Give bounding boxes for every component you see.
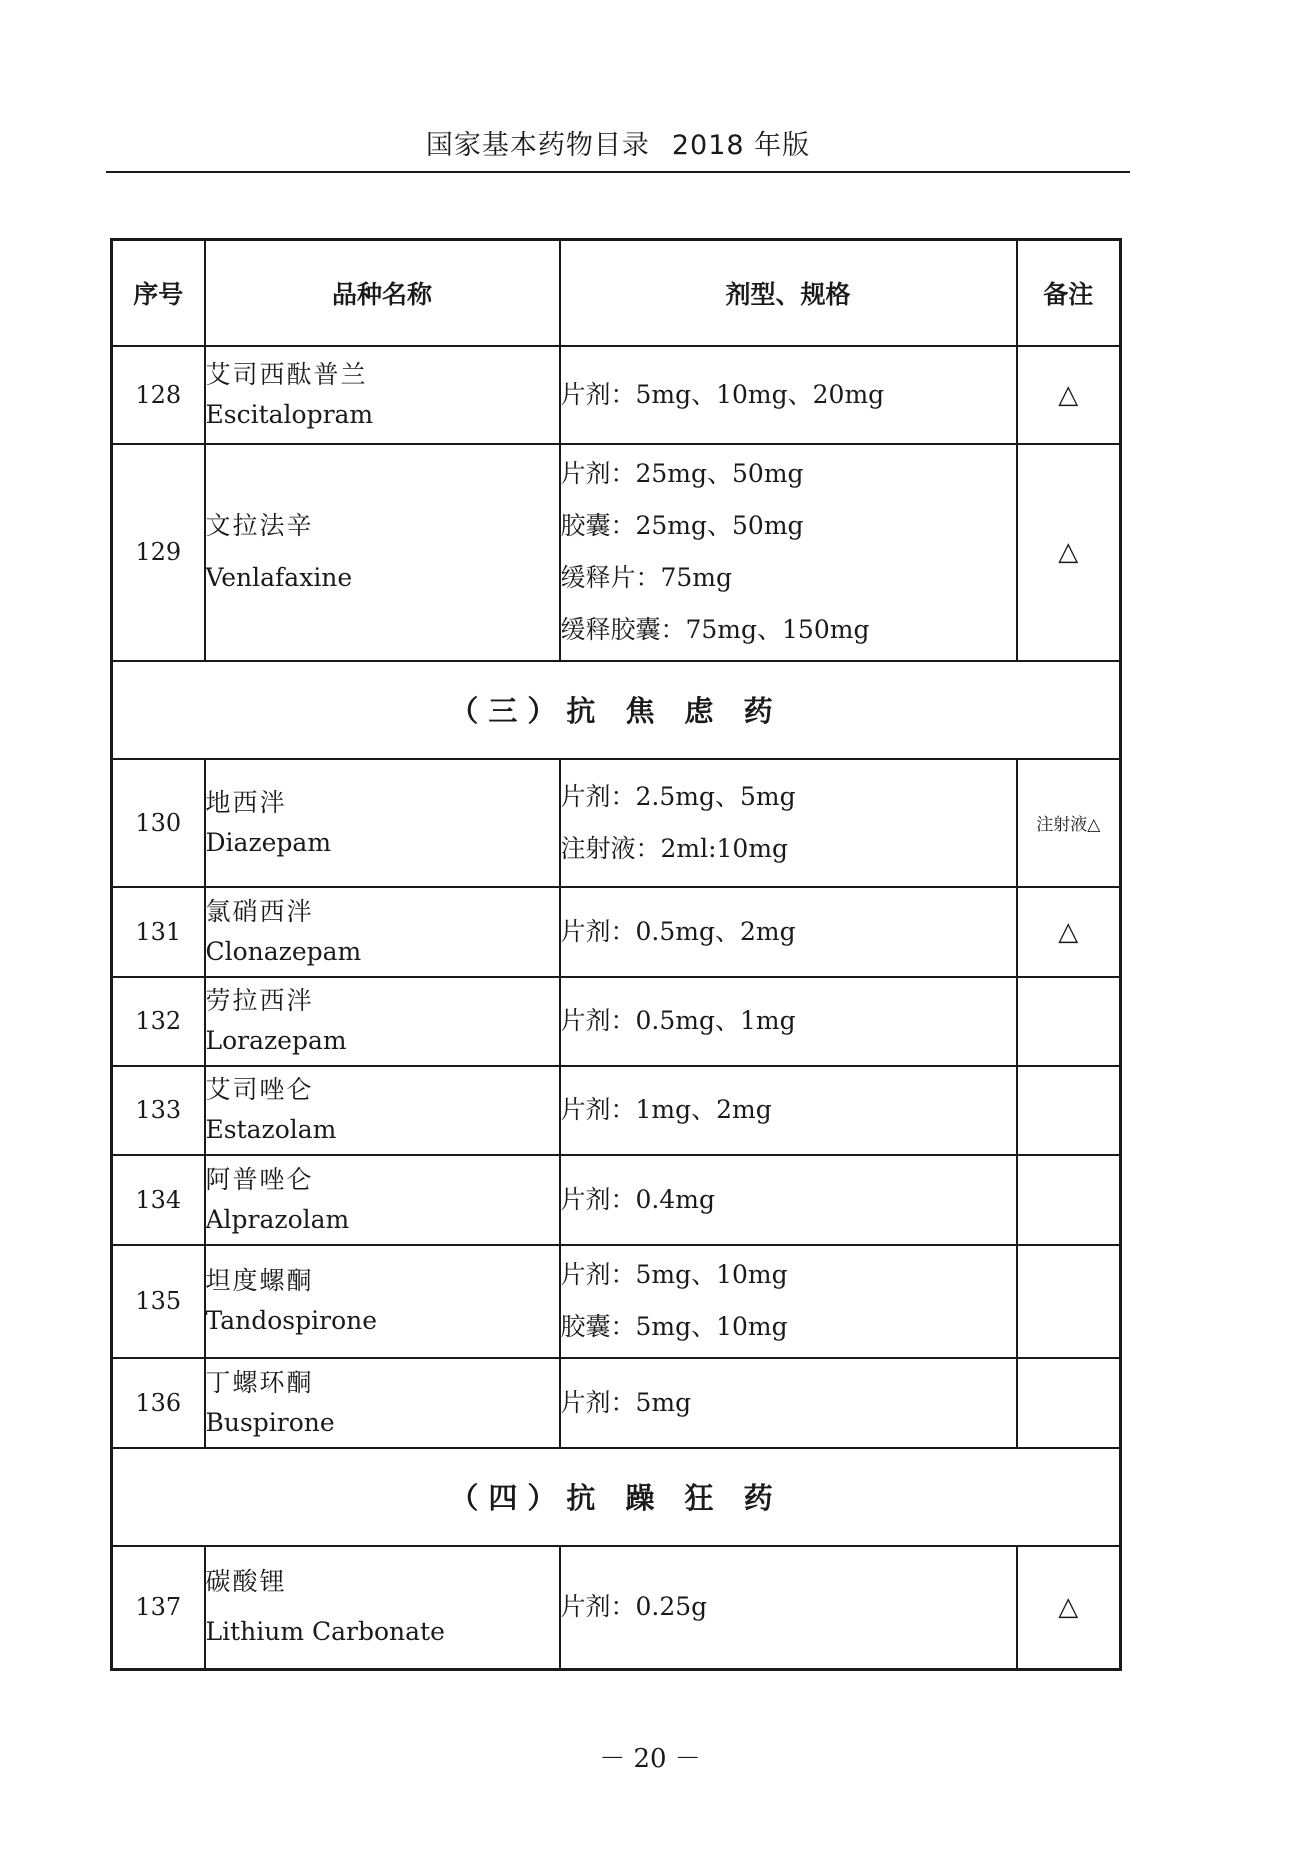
section-heading-anti-anxiety: （三）抗 焦 虑 药 xyxy=(112,661,1121,759)
serial-number: 128 xyxy=(112,346,205,444)
drug-name-cell xyxy=(205,1066,560,1155)
drug-name-cn: 艾司唑仑 xyxy=(205,1075,314,1104)
dosage-form-line: 缓释片：75mg xyxy=(560,563,733,592)
section-heading-anti-manic: （四）抗 躁 狂 药 xyxy=(112,1448,1121,1546)
table-row xyxy=(112,759,1121,887)
serial-number: 132 xyxy=(112,977,205,1066)
dosage-form-cell xyxy=(560,1155,1017,1245)
serial-number: 130 xyxy=(112,759,205,887)
table-row xyxy=(112,977,1121,1066)
remark-cell: 注射液△ xyxy=(1017,759,1121,887)
drug-name-en: Alprazolam xyxy=(205,1204,350,1234)
section-row xyxy=(112,1448,1121,1546)
remark-cell xyxy=(1017,1358,1121,1448)
remark-cell: △ xyxy=(1017,444,1121,661)
table-row xyxy=(112,1066,1121,1155)
dosage-form-line: 片剂：0.4mg xyxy=(560,1184,715,1214)
serial-number: 137 xyxy=(112,1546,205,1670)
drug-name-cell xyxy=(205,977,560,1066)
header-dosage-form: 剂型、规格 xyxy=(560,240,1017,346)
drug-name-cell xyxy=(205,1155,560,1245)
serial-number: 133 xyxy=(112,1066,205,1155)
page-header xyxy=(106,122,1130,170)
header-serial-number: 序号 xyxy=(112,240,205,346)
dosage-form-line: 片剂：2.5mg、5mg xyxy=(560,781,796,811)
dosage-form-line: 片剂：0.25g xyxy=(560,1592,708,1622)
header-remarks: 备注 xyxy=(1017,240,1121,346)
table-header-row xyxy=(112,240,1121,346)
drug-name-cn: 氯硝西泮 xyxy=(205,896,314,926)
drug-name-en: Buspirone xyxy=(205,1407,335,1437)
dosage-form-line: 缓释胶囊：75mg、150mg xyxy=(560,615,870,644)
dosage-form-cell xyxy=(560,1066,1017,1155)
drug-name-cn: 艾司西酞普兰 xyxy=(205,359,368,389)
dosage-form-cell xyxy=(560,1245,1017,1358)
remark-cell xyxy=(1017,1066,1121,1155)
drug-name-cn: 碳酸锂 xyxy=(205,1567,287,1597)
serial-number: 129 xyxy=(112,444,205,661)
drug-name-en: Lithium Carbonate xyxy=(205,1617,445,1647)
table-row xyxy=(112,887,1121,977)
section-row xyxy=(112,661,1121,759)
drug-name-cell xyxy=(205,346,560,444)
remark-cell xyxy=(1017,977,1121,1066)
dosage-form-line: 片剂：5mg、10mg、20mg xyxy=(560,379,885,409)
dosage-form-line: 片剂：5mg、10mg xyxy=(560,1260,788,1289)
drug-name-cn: 坦度螺酮 xyxy=(205,1266,314,1295)
drug-name-cn: 地西泮 xyxy=(205,787,287,817)
dosage-form-line: 注射液：2ml:10mg xyxy=(560,833,789,863)
dosage-form-line: 片剂：1mg、2mg xyxy=(560,1095,772,1124)
drug-name-cell xyxy=(205,1546,560,1670)
drug-name-cn: 劳拉西泮 xyxy=(205,986,314,1015)
drug-name-en: Estazolam xyxy=(205,1115,337,1144)
serial-number: 134 xyxy=(112,1155,205,1245)
dosage-form-cell xyxy=(560,977,1017,1066)
dosage-form-cell xyxy=(560,759,1017,887)
essential-medicines-table xyxy=(110,238,1122,1671)
remark-cell xyxy=(1017,1245,1121,1358)
dosage-form-cell xyxy=(560,887,1017,977)
serial-number: 135 xyxy=(112,1245,205,1358)
dosage-form-line: 片剂：5mg xyxy=(560,1387,692,1417)
serial-number: 136 xyxy=(112,1358,205,1448)
header-divider xyxy=(106,171,1130,173)
drug-name-en: Diazepam xyxy=(205,827,332,857)
dosage-form-line: 胶囊：25mg、50mg xyxy=(560,511,804,540)
drug-name-cell xyxy=(205,444,560,661)
serial-number: 131 xyxy=(112,887,205,977)
drug-name-cn: 文拉法辛 xyxy=(205,511,314,540)
drug-name-cn: 丁螺环酮 xyxy=(205,1367,314,1397)
drug-name-cell xyxy=(205,1358,560,1448)
drug-name-en: Tandospirone xyxy=(205,1306,378,1335)
document-title: 国家基本药物目录 xyxy=(425,130,650,161)
table-row xyxy=(112,1546,1121,1670)
drug-name-en: Escitalopram xyxy=(205,399,374,429)
dosage-form-line: 片剂：0.5mg、1mg xyxy=(560,1006,796,1035)
drug-name-en: Venlafaxine xyxy=(205,563,353,592)
table-row xyxy=(112,1358,1121,1448)
dosage-form-line: 片剂：25mg、50mg xyxy=(560,459,804,488)
dosage-form-line: 片剂：0.5mg、2mg xyxy=(560,916,796,946)
drug-name-en: Clonazepam xyxy=(205,936,362,966)
drug-name-en: Lorazepam xyxy=(205,1026,347,1055)
header-drug-name: 品种名称 xyxy=(205,240,560,346)
remark-cell xyxy=(1017,1155,1121,1245)
dosage-form-line: 胶囊：5mg、10mg xyxy=(560,1312,788,1341)
table-row xyxy=(112,1245,1121,1358)
drug-name-cn: 阿普唑仑 xyxy=(205,1164,314,1194)
dosage-form-cell xyxy=(560,444,1017,661)
remark-cell: △ xyxy=(1017,887,1121,977)
remark-cell: △ xyxy=(1017,346,1121,444)
table-row xyxy=(112,444,1121,661)
dosage-form-cell xyxy=(560,1546,1017,1670)
dosage-form-cell xyxy=(560,1358,1017,1448)
drug-name-cell xyxy=(205,759,560,887)
page-number: － 20 － xyxy=(599,1744,701,1774)
table-row xyxy=(112,346,1121,444)
drug-name-cell xyxy=(205,887,560,977)
remark-cell: △ xyxy=(1017,1546,1121,1670)
dosage-form-cell xyxy=(560,346,1017,444)
drug-name-cell xyxy=(205,1245,560,1358)
edition-year: 2018 年版 xyxy=(671,130,811,161)
table-row xyxy=(112,1155,1121,1245)
